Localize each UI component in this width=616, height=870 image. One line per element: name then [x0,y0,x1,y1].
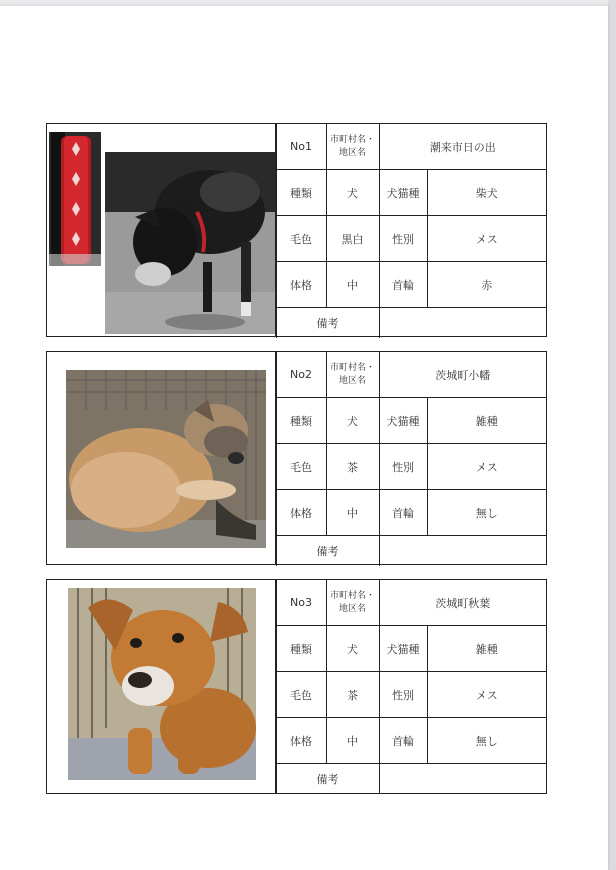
sex-value: メス [427,672,546,718]
color-label: 毛色 [276,672,326,718]
color-label: 毛色 [276,216,326,262]
color-value: 黒白 [326,216,379,262]
location-value: 潮来市日の出 [379,124,546,170]
size-label: 体格 [276,718,326,764]
municipality-label: 市町村名・地区名 [326,580,379,626]
animal-card-3 [46,579,547,794]
animal-card-2 [46,351,547,565]
size-value: 中 [326,262,379,308]
remarks-value [379,308,546,339]
number-cell: No1 [276,124,326,170]
breed-value: 雑種 [427,398,546,444]
color-value: 茶 [326,444,379,490]
number-cell: No2 [276,352,326,398]
municipality-label: 市町村名・地区名 [326,352,379,398]
dog-photo-3 [68,588,256,780]
type-value: 犬 [326,398,379,444]
municipality-label: 市町村名・地区名 [326,124,379,170]
remarks-label: 備考 [276,536,379,567]
photo-area-1 [47,124,276,336]
sex-label: 性別 [379,216,427,262]
size-label: 体格 [276,262,326,308]
size-value: 中 [326,490,379,536]
collar-label: 首輪 [379,262,427,308]
collar-closeup-photo [49,132,101,266]
sex-value: メス [427,444,546,490]
dog-photo-1 [105,152,275,334]
page-edge [608,0,616,870]
collar-label: 首輪 [379,718,427,764]
breed-value: 雑種 [427,626,546,672]
sex-label: 性別 [379,444,427,490]
dog-photo-2 [66,370,266,548]
breed-label: 犬猫種 [379,170,427,216]
collar-value: 無し [427,718,546,764]
remarks-label: 備考 [276,764,379,795]
number-cell: No3 [276,580,326,626]
info-table-1 [276,124,547,338]
breed-label: 犬猫種 [379,398,427,444]
size-value: 中 [326,718,379,764]
animal-card-1 [46,123,547,337]
photo-area-2 [47,352,276,564]
location-value: 茨城町秋葉 [379,580,546,626]
type-label: 種類 [276,626,326,672]
sex-label: 性別 [379,672,427,718]
type-label: 種類 [276,398,326,444]
photo-area-3 [47,580,276,793]
color-value: 茶 [326,672,379,718]
info-table-2 [276,352,547,566]
breed-value: 柴犬 [427,170,546,216]
breed-label: 犬猫種 [379,626,427,672]
remarks-value [379,536,546,567]
document-page [0,6,608,870]
collar-value: 無し [427,490,546,536]
collar-label: 首輪 [379,490,427,536]
location-value: 茨城町小幡 [379,352,546,398]
color-label: 毛色 [276,444,326,490]
type-label: 種類 [276,170,326,216]
size-label: 体格 [276,490,326,536]
type-value: 犬 [326,170,379,216]
info-table-3 [276,580,547,794]
type-value: 犬 [326,626,379,672]
remarks-value [379,764,546,795]
collar-value: 赤 [427,262,546,308]
remarks-label: 備考 [276,308,379,339]
sex-value: メス [427,216,546,262]
